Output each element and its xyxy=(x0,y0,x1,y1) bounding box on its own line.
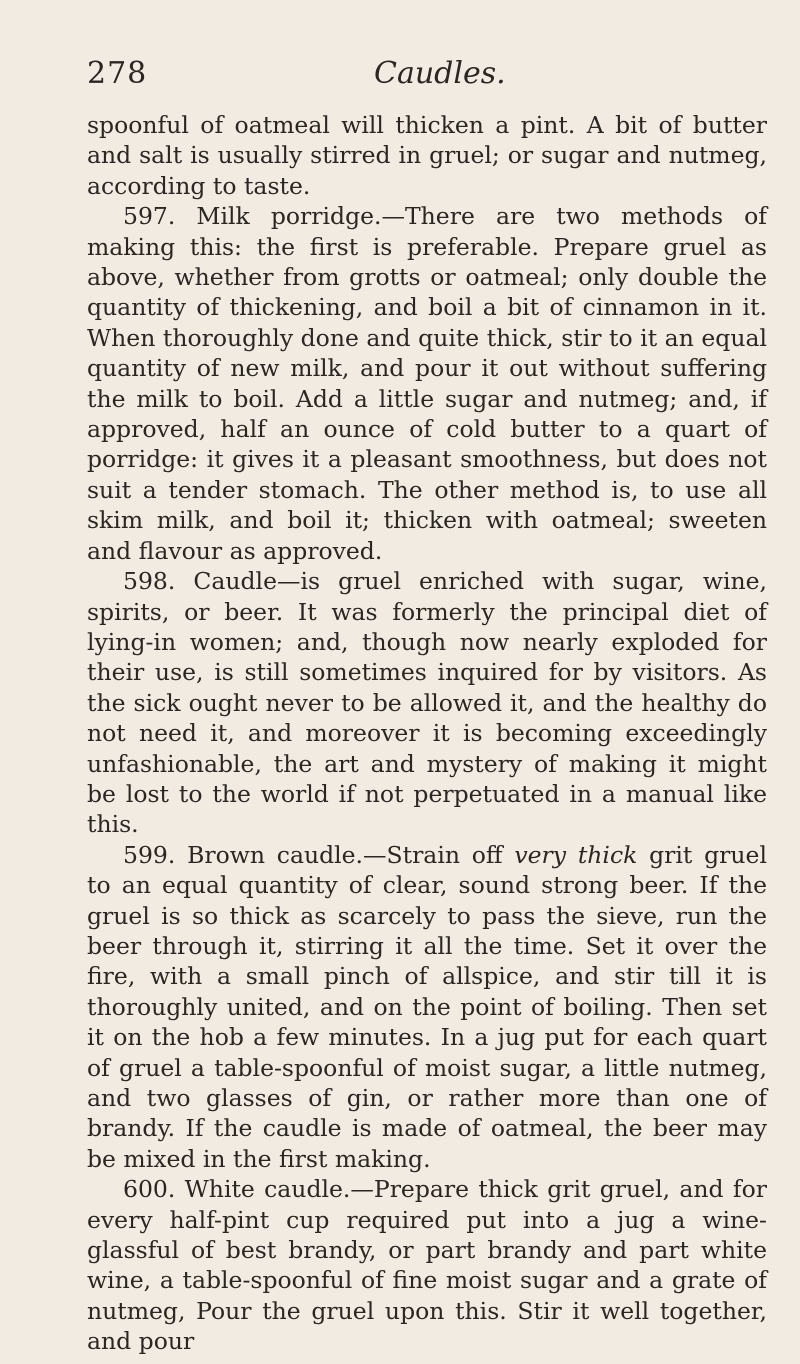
emphasis-text: very thick xyxy=(514,840,638,869)
paragraph-text: is gruel enriched with sugar, wine, spirits, or beer. It was formerly the principal diet of lying-in women; and, though now nearly exploded for their use, is still sometimes inquired for by visitors. As the sick ought never to be allowed it, and the healthy do not need it, and moreover it is becoming exceedingly unfashionable, the art and mystery of making it might be lost to the world if not perpetuated in a manual like this. xyxy=(87,567,767,839)
paragraph-text: spoonful of oatmeal will thicken a pint. A bit of butter and salt is usually stirred in gruel; or sugar and nutmeg, according to taste. xyxy=(87,111,767,200)
paragraph-text: grit gruel to an equal quantity of clear, sound strong beer. If the gruel is so thick as scarcely to pass the sieve, run the beer through it, stirring it all the time. Set it over the fire, with a small pinch of allspice, and stir till it is thoroughly united, and on the point of boiling. Then set it on the hob a few minutes. In a jug put for each quart of gruel a table-spoonful of moist sugar, a little nutmeg, and two glasses of gin, or rather more than one of brandy. If the caudle is made of oatmeal, the beer may be mixed in the first making. xyxy=(87,840,767,1173)
paragraph-text: There are two methods of making this: the first is preferable. Prepare gruel as above, whether from grotts or oatmeal; only double the quantity of thickening, and boil a bit of cinnamon in it. When thoroughly done and quite thick, stir to it an equal quantity of new milk, and pour it out without suffering the milk to boil. Add a little sugar and nutmeg; and, if approved, half an ounce of cold butter to a quart of porridge: it gives it a pleasant smoothness, but does not suit a tender stomach. The other method is, to use all skim milk, and boil it; thicken with oatmeal; sweeten and flavour as approved. xyxy=(87,202,767,565)
page-header xyxy=(87,56,717,102)
recipe-heading: 599. Brown caudle.— xyxy=(123,840,387,869)
paragraph-text: Strain off xyxy=(386,840,515,869)
running-head: Caudles. xyxy=(374,56,506,91)
recipe-heading: 600. White caudle.— xyxy=(123,1175,374,1204)
page-number: 278 xyxy=(87,56,148,91)
paragraph-597-milk-porridge xyxy=(87,201,767,566)
paragraph-text: Prepare thick grit gruel, and for every half-pint cup required put into a jug a wine-glassful of best brandy, or part brandy and part white wine, a table-spoonful of fine moist sugar and a grate of nutmeg, Pour the gruel upon this. Stir it well together, and pour xyxy=(87,1175,767,1356)
page-body xyxy=(87,110,767,1357)
paragraph-599-brown-caudle xyxy=(87,840,767,1174)
recipe-heading: 598. Caudle— xyxy=(123,567,301,596)
paragraph-598-caudle xyxy=(87,566,767,840)
paragraph-600-white-caudle xyxy=(87,1174,767,1356)
recipe-heading: 597. Milk porridge.— xyxy=(123,202,405,231)
paragraph-continuation xyxy=(87,110,767,201)
